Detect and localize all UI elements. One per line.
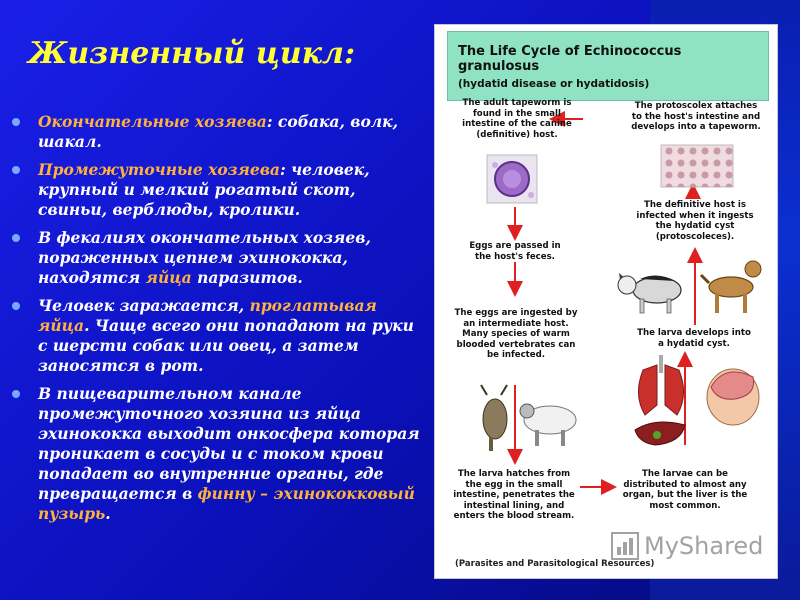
bullet-text: . bbox=[105, 504, 111, 523]
bullet-highlight: проглатывая яйца bbox=[38, 296, 377, 335]
caption-eggs-passed: Eggs are passed in the host's feces. bbox=[469, 241, 561, 262]
diagram-subtitle: (hydatid disease or hydatidosis) bbox=[458, 78, 650, 90]
bullet-dot bbox=[12, 234, 20, 242]
chart-icon bbox=[610, 531, 640, 561]
wolf-image bbox=[618, 273, 681, 313]
slide-title: Жизненный цикл: bbox=[28, 36, 356, 71]
goat-image bbox=[481, 385, 507, 451]
bullet-dot bbox=[12, 302, 20, 310]
bullet-text: : собака, волк, шакал. bbox=[38, 112, 399, 151]
protoscoleces-micrograph-image bbox=[661, 145, 733, 187]
bullet-dot bbox=[12, 390, 20, 398]
caption-definitive-infected: The definitive host is infected when it ingests the hydatid cyst (protoscoleces). bbox=[636, 200, 754, 242]
caption-protoscolex-attaches: The protoscolex attaches to the host's intestine and develops into a tapeworm. bbox=[631, 101, 761, 132]
caption-adult-tapeworm: The adult tapeworm is found in the small intestine of the canine (definitive) host. bbox=[462, 98, 572, 140]
bullet-oncosphere bbox=[10, 384, 420, 524]
bullet-text: : человек, крупный и мелкий рогатый скот, свиньи, верблюды, кролики. bbox=[38, 160, 370, 219]
diagram-title: The Life Cycle of Echinococcus granulosus bbox=[458, 44, 682, 74]
bullet-highlight: Промежуточные хозяева bbox=[38, 160, 280, 179]
bullet-list bbox=[10, 112, 420, 532]
egg-micrograph-image bbox=[487, 155, 537, 203]
bullet-text: . Чаще всего они попадают на руки с шерсти собак или овец, а затем заносятся в рот. bbox=[38, 316, 414, 375]
brain-head-image bbox=[707, 369, 759, 425]
bullet-highlight: финну – эхинококковый пузырь bbox=[38, 484, 415, 523]
caption-hydatid-cyst: The larva develops into a hydatid cyst. bbox=[637, 328, 751, 349]
bullet-text: Человек заражается, bbox=[38, 296, 250, 315]
caption-larvae-distributed: The larvae can be distributed to almost any organ, but the liver is the most common. bbox=[622, 469, 748, 511]
bullet-highlight: яйца bbox=[145, 268, 192, 287]
lungs-image bbox=[638, 355, 683, 415]
caption-larva-hatches: The larva hatches from the egg in the small intestine, penetrates the intestinal lining, and enters the blood stream. bbox=[453, 469, 575, 521]
life-cycle-diagram bbox=[434, 24, 778, 579]
bullet-dot bbox=[12, 166, 20, 174]
bullet-highlight: Окончательные хозяева bbox=[38, 112, 267, 131]
liver-image bbox=[635, 422, 685, 445]
bullet-text: В пищеварительном канале промежуточного хозяина из яйца эхинококка выходит онкосфера которая проникает в сосуды и с током крови попадает во внутренние органы, где превращается в bbox=[38, 384, 420, 503]
bullet-text: паразитов. bbox=[191, 268, 303, 287]
sheep-image bbox=[520, 404, 576, 446]
watermark-text: MyShared bbox=[644, 532, 764, 560]
bullet-intermediate-hosts bbox=[10, 160, 420, 220]
bullet-text: В фекалиях окончательных хозяев, пораженных цепнем эхинококка, находятся bbox=[38, 228, 371, 287]
bullet-dot bbox=[12, 118, 20, 126]
bullet-human-infection bbox=[10, 296, 420, 376]
bullet-eggs-in-feces bbox=[10, 228, 420, 288]
diagram-source: (Parasites and Parasitological Resources) bbox=[455, 559, 655, 569]
dog-image bbox=[701, 261, 761, 313]
watermark-logo bbox=[610, 528, 763, 564]
bullet-definitive-hosts bbox=[10, 112, 420, 152]
caption-eggs-ingested: The eggs are ingested by an intermediate host. Many species of warm blooded vertebrates can be infected. bbox=[454, 308, 578, 360]
